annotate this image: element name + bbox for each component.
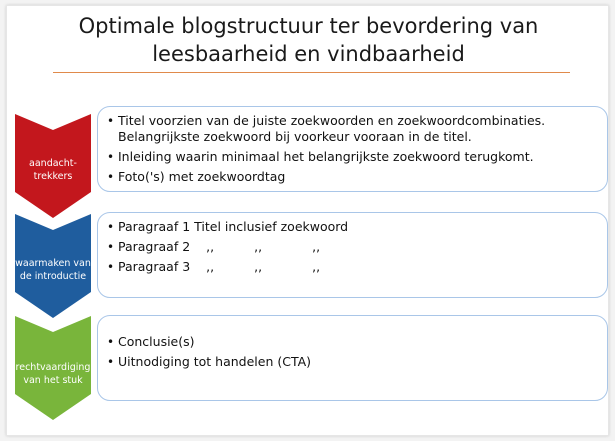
- list-item: • Inleiding waarin minimaal het belangrijkste zoekwoord terugkomt.: [107, 149, 601, 165]
- section-1-list: [107, 113, 601, 189]
- list-item-continuation: Belangrijkste zoekwoord bij voorkeur vooraan in de titel.: [118, 129, 472, 144]
- ditto-mark: ,,: [312, 259, 321, 274]
- list-item: • Conclusie(s): [107, 334, 601, 350]
- list-item: • Paragraaf 2 ,, ,, ,,: [107, 239, 601, 255]
- section-1-box: [97, 106, 608, 192]
- section-2-box: [97, 212, 608, 298]
- ditto-mark: ,,: [254, 239, 263, 254]
- section-2-chevron: [15, 214, 91, 318]
- section-1-label: aandacht- trekkers: [29, 158, 77, 182]
- ditto-mark: ,,: [206, 259, 215, 274]
- ditto-mark: ,,: [254, 259, 263, 274]
- slide: [6, 5, 609, 436]
- ditto-mark: ,,: [206, 239, 215, 254]
- ditto-mark: ,,: [312, 239, 321, 254]
- list-item: • Titel voorzien van de juiste zoekwoorden en zoekwoordcombinaties.: [107, 113, 601, 129]
- title-line-2: leesbaarheid en vindbaarheid: [152, 42, 465, 66]
- section-1-chevron: [15, 114, 91, 218]
- title-divider: [53, 72, 570, 73]
- title-line-1: Optimale blogstructuur ter bevordering van: [78, 14, 539, 38]
- list-item: • Foto('s) met zoekwoordtag: [107, 169, 601, 185]
- section-2-label: waarmaken van de introductie: [15, 258, 91, 282]
- section-3-box: [97, 315, 608, 401]
- section-3-label: rechtvaardiging van het stuk: [15, 362, 91, 386]
- list-item: • Uitnodiging tot handelen (CTA): [107, 354, 601, 370]
- section-2-list: [107, 219, 601, 279]
- list-item: • Paragraaf 3 ,, ,, ,,: [107, 259, 601, 275]
- section-3-list: [107, 334, 601, 374]
- list-item: • Paragraaf 1 Titel inclusief zoekwoord: [107, 219, 601, 235]
- section-3-chevron: [15, 316, 91, 420]
- diagram-title: [7, 12, 610, 68]
